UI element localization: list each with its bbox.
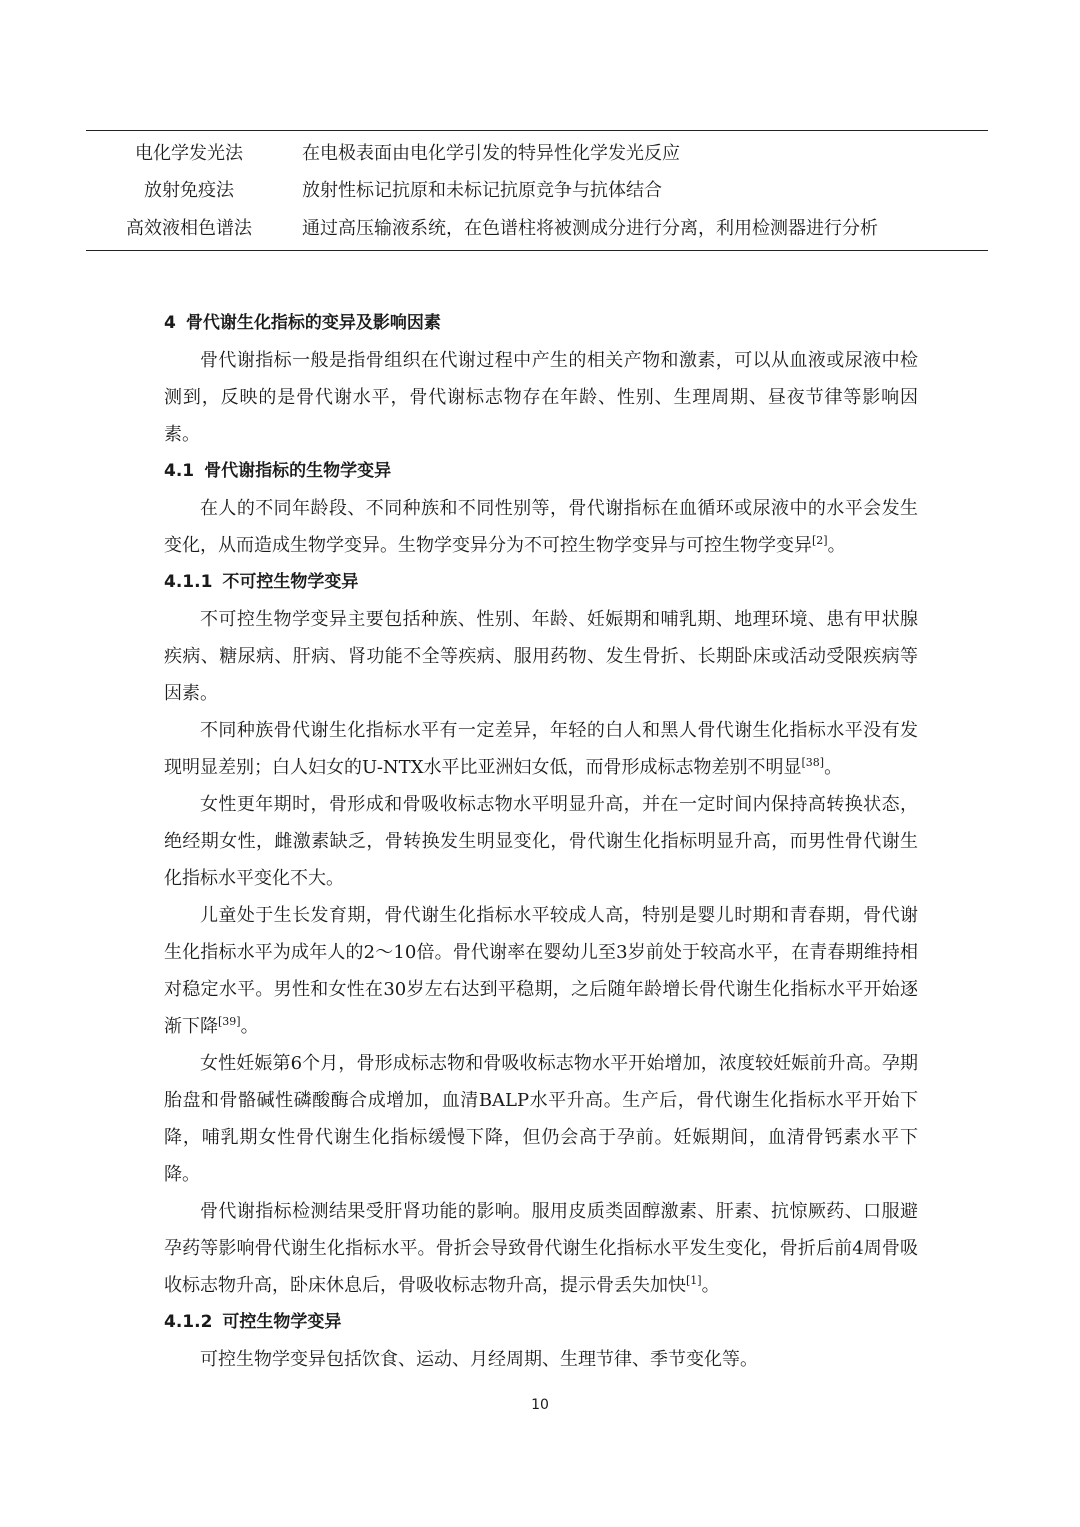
section-title: 骨代谢生化指标的变异及影响因素 [185,313,441,333]
paragraph-end: 。 [240,1016,259,1037]
page-number: 10 [531,1397,549,1413]
section-title: 骨代谢指标的生物学变异 [204,461,392,481]
paragraph: 不可控生物学变异主要包括种族、性别、年龄、妊娠期和哺乳期、地理环境、患有甲状腺疾病、糖尿病、肝病、肾功能不全等疾病、服用药物、发生骨折、长期卧床或活动受限疾病等因素。 [164,609,918,704]
paragraph-text: 骨代谢指标检测结果受肝肾功能的影响。服用皮质类固醇激素、肝素、抗惊厥药、口服避孕药等影响骨代谢生化指标水平。骨折会导致骨代谢生化指标水平发生变化，骨折后前4周骨吸收标志物升高，卧床休息后，骨吸收标志物升高，提示骨丢失加快 [164,1201,918,1296]
method-description: 在电极表面由电化学引发的特异性化学发光反应 [302,142,680,164]
paragraph-end: 。 [827,535,846,556]
paragraph: 女性妊娠第6个月，骨形成标志物和骨吸收标志物水平开始增加，浓度较妊娠前升高。孕期胎盘和骨骼碱性磷酸酶合成增加，血清BALP水平升高。生产后，骨代谢生化指标水平开始下降，哺乳期女性骨代谢生化指标缓慢下降，但仍会高于孕前。妊娠期间，血清骨钙素水平下降。 [164,1053,918,1185]
method-description: 放射性标记抗原和未标记抗原竞争与抗体结合 [302,180,662,202]
method-description: 通过高压输液系统，在色谱柱将被测成分进行分离，利用检测器进行分析 [302,217,878,239]
section-title: 可控生物学变异 [222,1312,342,1332]
section-number: 4.1.2 [164,1312,213,1332]
paragraph-text: 儿童处于生长发育期，骨代谢生化指标水平较成人高，特别是婴儿时期和青春期，骨代谢生化指标水平为成年人的2～10倍。骨代谢率在婴幼儿至3岁前处于较高水平，在青春期维持相对稳定水平。男性和女性在30岁左右达到平稳期，之后随年龄增长骨代谢生化指标水平开始逐渐下降 [164,905,918,1037]
section-number: 4.1.1 [164,572,213,592]
table-row [86,208,988,246]
paragraph: 女性更年期时，骨形成和骨吸收标志物水平明显升高，并在一定时间内保持高转换状态，绝经期女性，雌激素缺乏，骨转换发生明显变化，骨代谢生化指标明显升高，而男性骨代谢生化指标水平变化不大。 [164,794,918,889]
section-heading-4-1-1 [164,564,918,601]
method-name: 高效液相色谱法 [126,217,252,239]
section-heading-4-1-2 [164,1304,918,1341]
method-table [86,130,988,251]
paragraph: 骨代谢指标一般是指骨组织在代谢过程中产生的相关产物和激素，可以从血液或尿液中检测到，反映的是骨代谢水平，骨代谢标志物存在年龄、性别、生理周期、昼夜节律等影响因素。 [164,350,918,445]
paragraph-end: 。 [701,1275,720,1296]
paragraph-text: 在人的不同年龄段、不同种族和不同性别等，骨代谢指标在血循环或尿液中的水平会发生变化，从而造成生物学变异。生物学变异分为不可控生物学变异与可控生物学变异 [164,498,918,556]
citation: [39] [218,1015,241,1028]
section-number: 4 [164,313,176,333]
paragraph [164,490,918,564]
table-row [86,171,988,209]
section-title: 不可控生物学变异 [222,572,359,592]
paragraph-text: 不同种族骨代谢生化指标水平有一定差异，年轻的白人和黑人骨代谢生化指标水平没有发现明显差别；白人妇女的U-NTX水平比亚洲妇女低，而骨形成标志物差别不明显 [164,720,918,778]
citation: [38] [801,756,825,769]
citation: [1] [686,1274,702,1287]
method-name: 放射免疫法 [144,180,234,202]
paragraph [164,712,918,786]
document-body [164,305,918,1378]
method-name: 电化学发光法 [135,142,243,164]
paragraph [164,1193,918,1304]
paragraph: 可控生物学变异包括饮食、运动、月经周期、生理节律、季节变化等。 [200,1349,758,1370]
table-row [86,133,988,171]
section-number: 4.1 [164,461,195,481]
citation: [2] [812,534,828,547]
paragraph [164,897,918,1045]
paragraph-end: 。 [824,757,843,778]
section-heading-4-1 [164,453,918,490]
section-heading-4 [164,305,918,342]
